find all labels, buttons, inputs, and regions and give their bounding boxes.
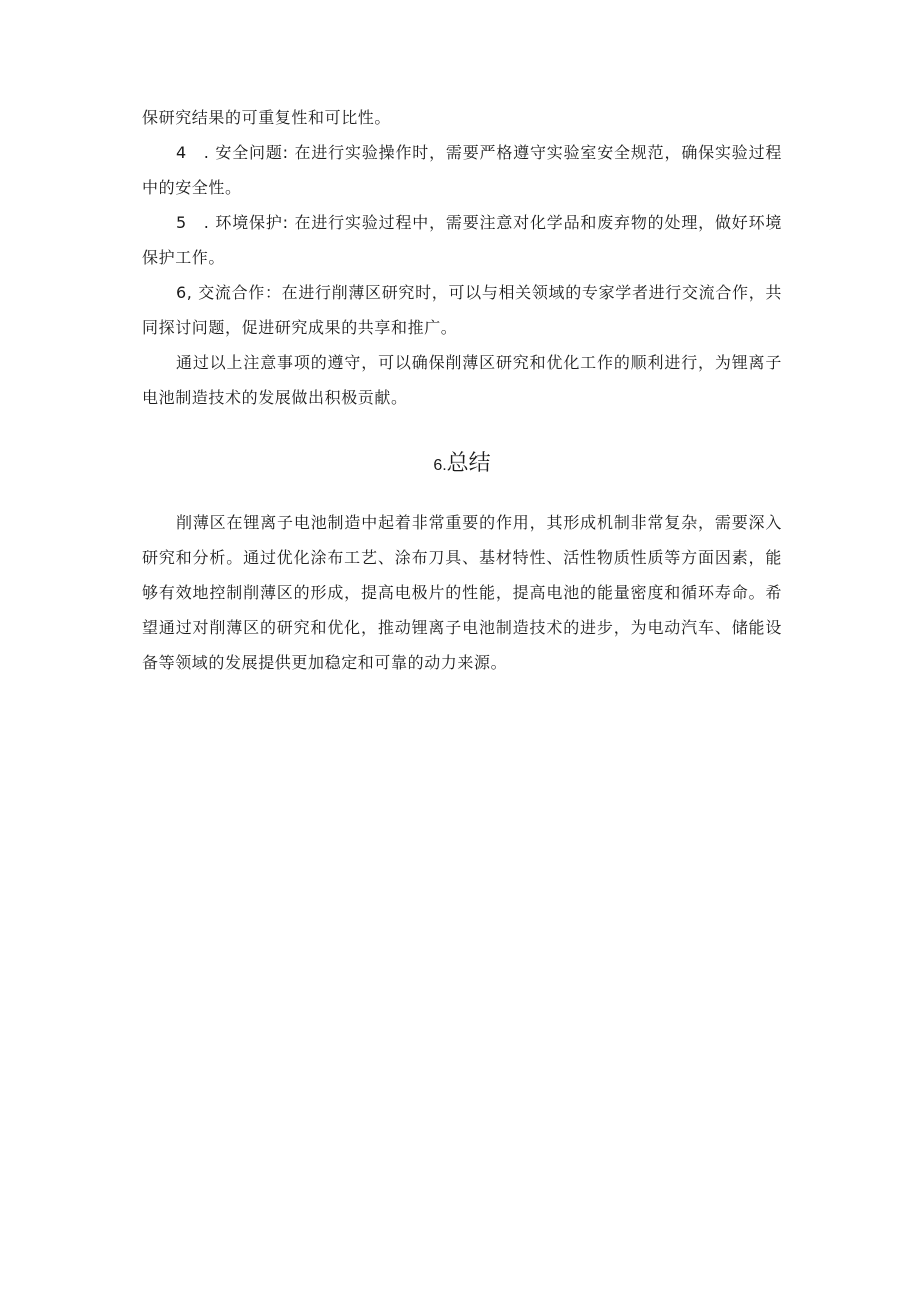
document-body [142, 100, 782, 680]
paragraph-summary: 削薄区在锂离子电池制造中起着非常重要的作用，其形成机制非常复杂，需要深入研究和分析。通过优化涂布工艺、涂布刀具、基材特性、活性物质性质等方面因素，能够有效地控制削薄区的形成，提高电极片的性能，提高电池的能量密度和循环寿命。希望通过对削薄区的研究和优化，推动锂离子电池制造技术的进步，为电动汽车、储能设备等领域的发展提供更加稳定和可靠的动力来源。 [142, 513, 782, 672]
paragraph-item-5-environment: 5 . 环境保护: 在进行实验过程中，需要注意对化学品和废弃物的处理，做好环境保护工作。 [142, 213, 782, 267]
paragraph-item-4-safety: 4 . 安全问题: 在进行实验操作时，需要严格遵守实验室安全规范，确保实验过程中的安全性。 [142, 143, 782, 197]
section-number: 6. [433, 457, 447, 474]
section-heading [142, 446, 782, 484]
paragraph-item-6-cooperation: 6, 交流合作：在进行削薄区研究时，可以与相关领域的专家学者进行交流合作，共同探讨问题，促进研究成果的共享和推广。 [142, 283, 782, 337]
section-title: 总结 [446, 451, 491, 476]
paragraph-continuation: 保研究结果的可重复性和可比性。 [142, 108, 392, 127]
paragraph-conclusion-note: 通过以上注意事项的遵守，可以确保削薄区研究和优化工作的顺利进行，为锂离子电池制造技术的发展做出积极贡献。 [142, 353, 782, 407]
